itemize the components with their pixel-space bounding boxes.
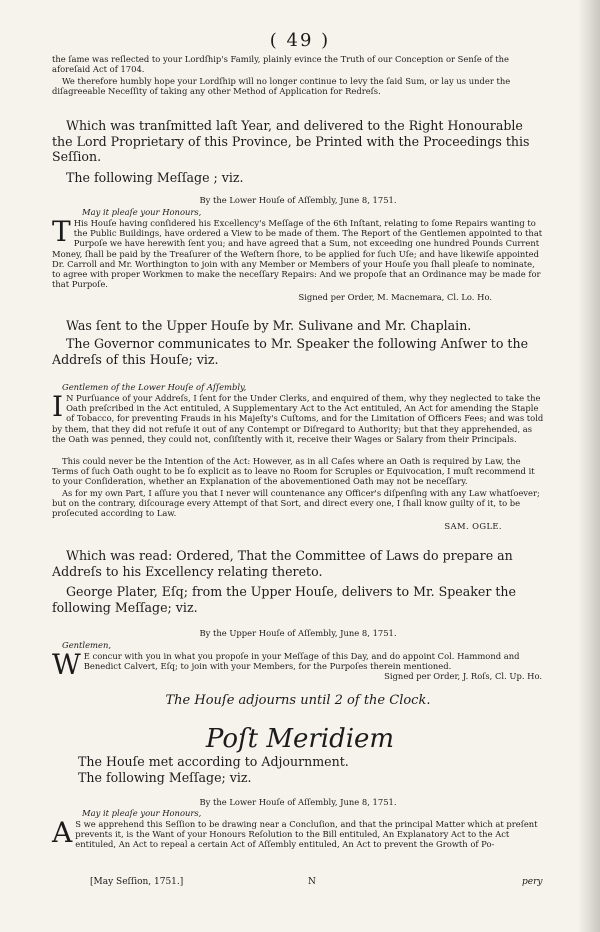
footer-session: [May Seſſion, 1751.] (90, 877, 184, 887)
house-adjourns: The Houſe adjourns until 2 of the Clock. (165, 693, 431, 708)
intro-line-1: the ſame was reſlected to your Lordſhip's Family, plainly evince the Truth of our Conception or Senſe of the aforeſaid Act of 1704. (52, 54, 509, 75)
governor-communicates: The Governor communicates to Mr. Speaker the following Anſwer to the Addreſs of this Houſe; viz. (52, 336, 529, 367)
following-message-1: The following Meſſage ; viz. (66, 170, 244, 185)
answer-paragraph-2: This could never be the Intention of the Act: However, as in all Caſes where an Oath is required by Law, the Terms of ſuch Oath ought to be ſo explicit as to leave no Room for Scruples or Equivocation, I muſt recommend it to your Conſideration, whether an Explanation of the abovementioned Oath may not be neceſſary. (52, 456, 535, 487)
sent-to-upper-house: Was ſent to the Upper Houſe by Mr. Sulivane and Mr. Chaplain. (66, 318, 472, 333)
answer-body: N Purſuance of your Addreſs, I ſent for the Under Clerks, and enquired of them, why they neglected to take the Oath preſcribed in the Act entituled, A Supplementary Act to the Act entituled, An Act for amending the Staple of Tobacco, for preventing Frauds in his Majeſty's Cuſtoms, and for the Limitation of Officers Fees; and was told by them, that they did not refuſe it out of any Contempt or Diſregard to Authority; but that they apprehended, as the Oath was penned, they could not, conſiſtently with it, receive their Wages or Salary from their Principals. (52, 393, 544, 444)
message-3-body: S we apprehend this Seſſion to be drawing near a Concluſion, and that the principal Matter which at preſent prevents it, is the Want of your Honours Reſolution to the Bill entituled, An Explanatory Act to the Act entituled, An Act to repeal a certain Act of Aſſembly entituled, An Act to prevent the Growth of Po- (75, 819, 538, 850)
message-2-header: By the Upper Houſe of Aſſembly, June 8, 1751. (199, 628, 397, 638)
message-3-header: By the Lower Houſe of Aſſembly, June 8, 1751. (199, 797, 397, 807)
answer-dropcap: I (52, 390, 64, 423)
message-2-body: E concur with you in what you propoſe in your Meſſage of this Day, and do appoint Col. Hammond and Benedict Calvert, Eſq; to join with your Members, for the Purpoſes therein mentioned. (83, 651, 520, 672)
page-edge-shadow (578, 0, 600, 932)
answer-salutation: Gentlemen of the Lower Houſe of Aſſembly, (62, 382, 247, 392)
footer-signature-mark: N (308, 877, 316, 887)
read-ordered-paragraph: Which was read: Ordered, That the Committee of Laws do prepare an Addreſs to his Excellency relating thereto. (52, 548, 513, 579)
message-2-salutation: Gentlemen, (62, 640, 111, 650)
message-1-header: By the Lower Houſe of Aſſembly, June 8, 1751. (199, 195, 397, 205)
house-met: The Houſe met according to Adjournment. (78, 754, 349, 769)
following-message-2: The following Meſſage; viz. (78, 770, 252, 785)
message-3-dropcap: A (52, 816, 73, 849)
page-footer (90, 877, 543, 887)
message-1-body: His Houſe having conſidered his Excellency's Meſſage of the 6th Inſtant, relating to ſome Repairs wanting to the Public Buildings, have ordered a View to be made of them. The Report of the Gentlemen appointed to that Purpoſe we have herewith ſent you; and have agreed that a Sum, not exceeding one hundred Pounds Current Money, ſhall be paid by the Treaſurer of the Weſtern ſhore, to be applied for ſuch Uſe; and have likewiſe appointed Dr. Carroll and Mr. Worthington to join with any Member or Members of your Houſe you ſhall pleaſe to nominate, to agree with proper Workmen to make the neceſſary Repairs: And we propoſe that an Ordinance may be made for that Purpoſe. (52, 218, 543, 290)
message-2-signed: Signed per Order, J. Roſs, Cl. Up. Ho. (384, 671, 542, 681)
answer-body-block (52, 390, 544, 444)
post-meridiem-title: Poſt Meridiem (205, 724, 395, 754)
intro-line-2: We therefore humbly hope your Lordſhip will no longer continue to levy the ſaid Sum, or lay us under the diſagreeable Neceſſity of taking any other Method of Application for Redreſs. (52, 76, 511, 97)
message-1-dropcap: T (52, 215, 71, 248)
message-1-signed: Signed per Order, M. Macnemara, Cl. Lo. Ho. (298, 292, 492, 302)
footer-catchword: pery (522, 877, 543, 887)
page-number: ( 49 ) (269, 30, 331, 51)
answer-paragraph-3: As for my own Part, I aſſure you that I never will countenance any Officer's diſpenſing with any Law whatſoever; but on the contrary, diſcourage every Attempt of that Sort, and direct every one, I ſhall know guilty of it, to be proſecuted according to Law. (52, 488, 540, 519)
message-3-salutation: May it pleaſe your Honours, (82, 808, 202, 818)
answer-signature: SAM. OGLE. (444, 521, 502, 531)
message-3-body-block (52, 816, 544, 850)
message-1-salutation: May it pleaſe your Honours, (82, 207, 202, 217)
message-2-dropcap: W (52, 648, 81, 681)
transmitted-paragraph: Which was tranſmitted laſt Year, and delivered to the Right Honourable the Lord Proprietary of this Province, be Printed with the Proceedings this Seſſion. (52, 118, 530, 164)
message-1-body-block (52, 215, 544, 290)
plater-delivers-paragraph: George Plater, Eſq; from the Upper Houſe, delivers to Mr. Speaker the following Meſſage; viz. (52, 584, 516, 615)
